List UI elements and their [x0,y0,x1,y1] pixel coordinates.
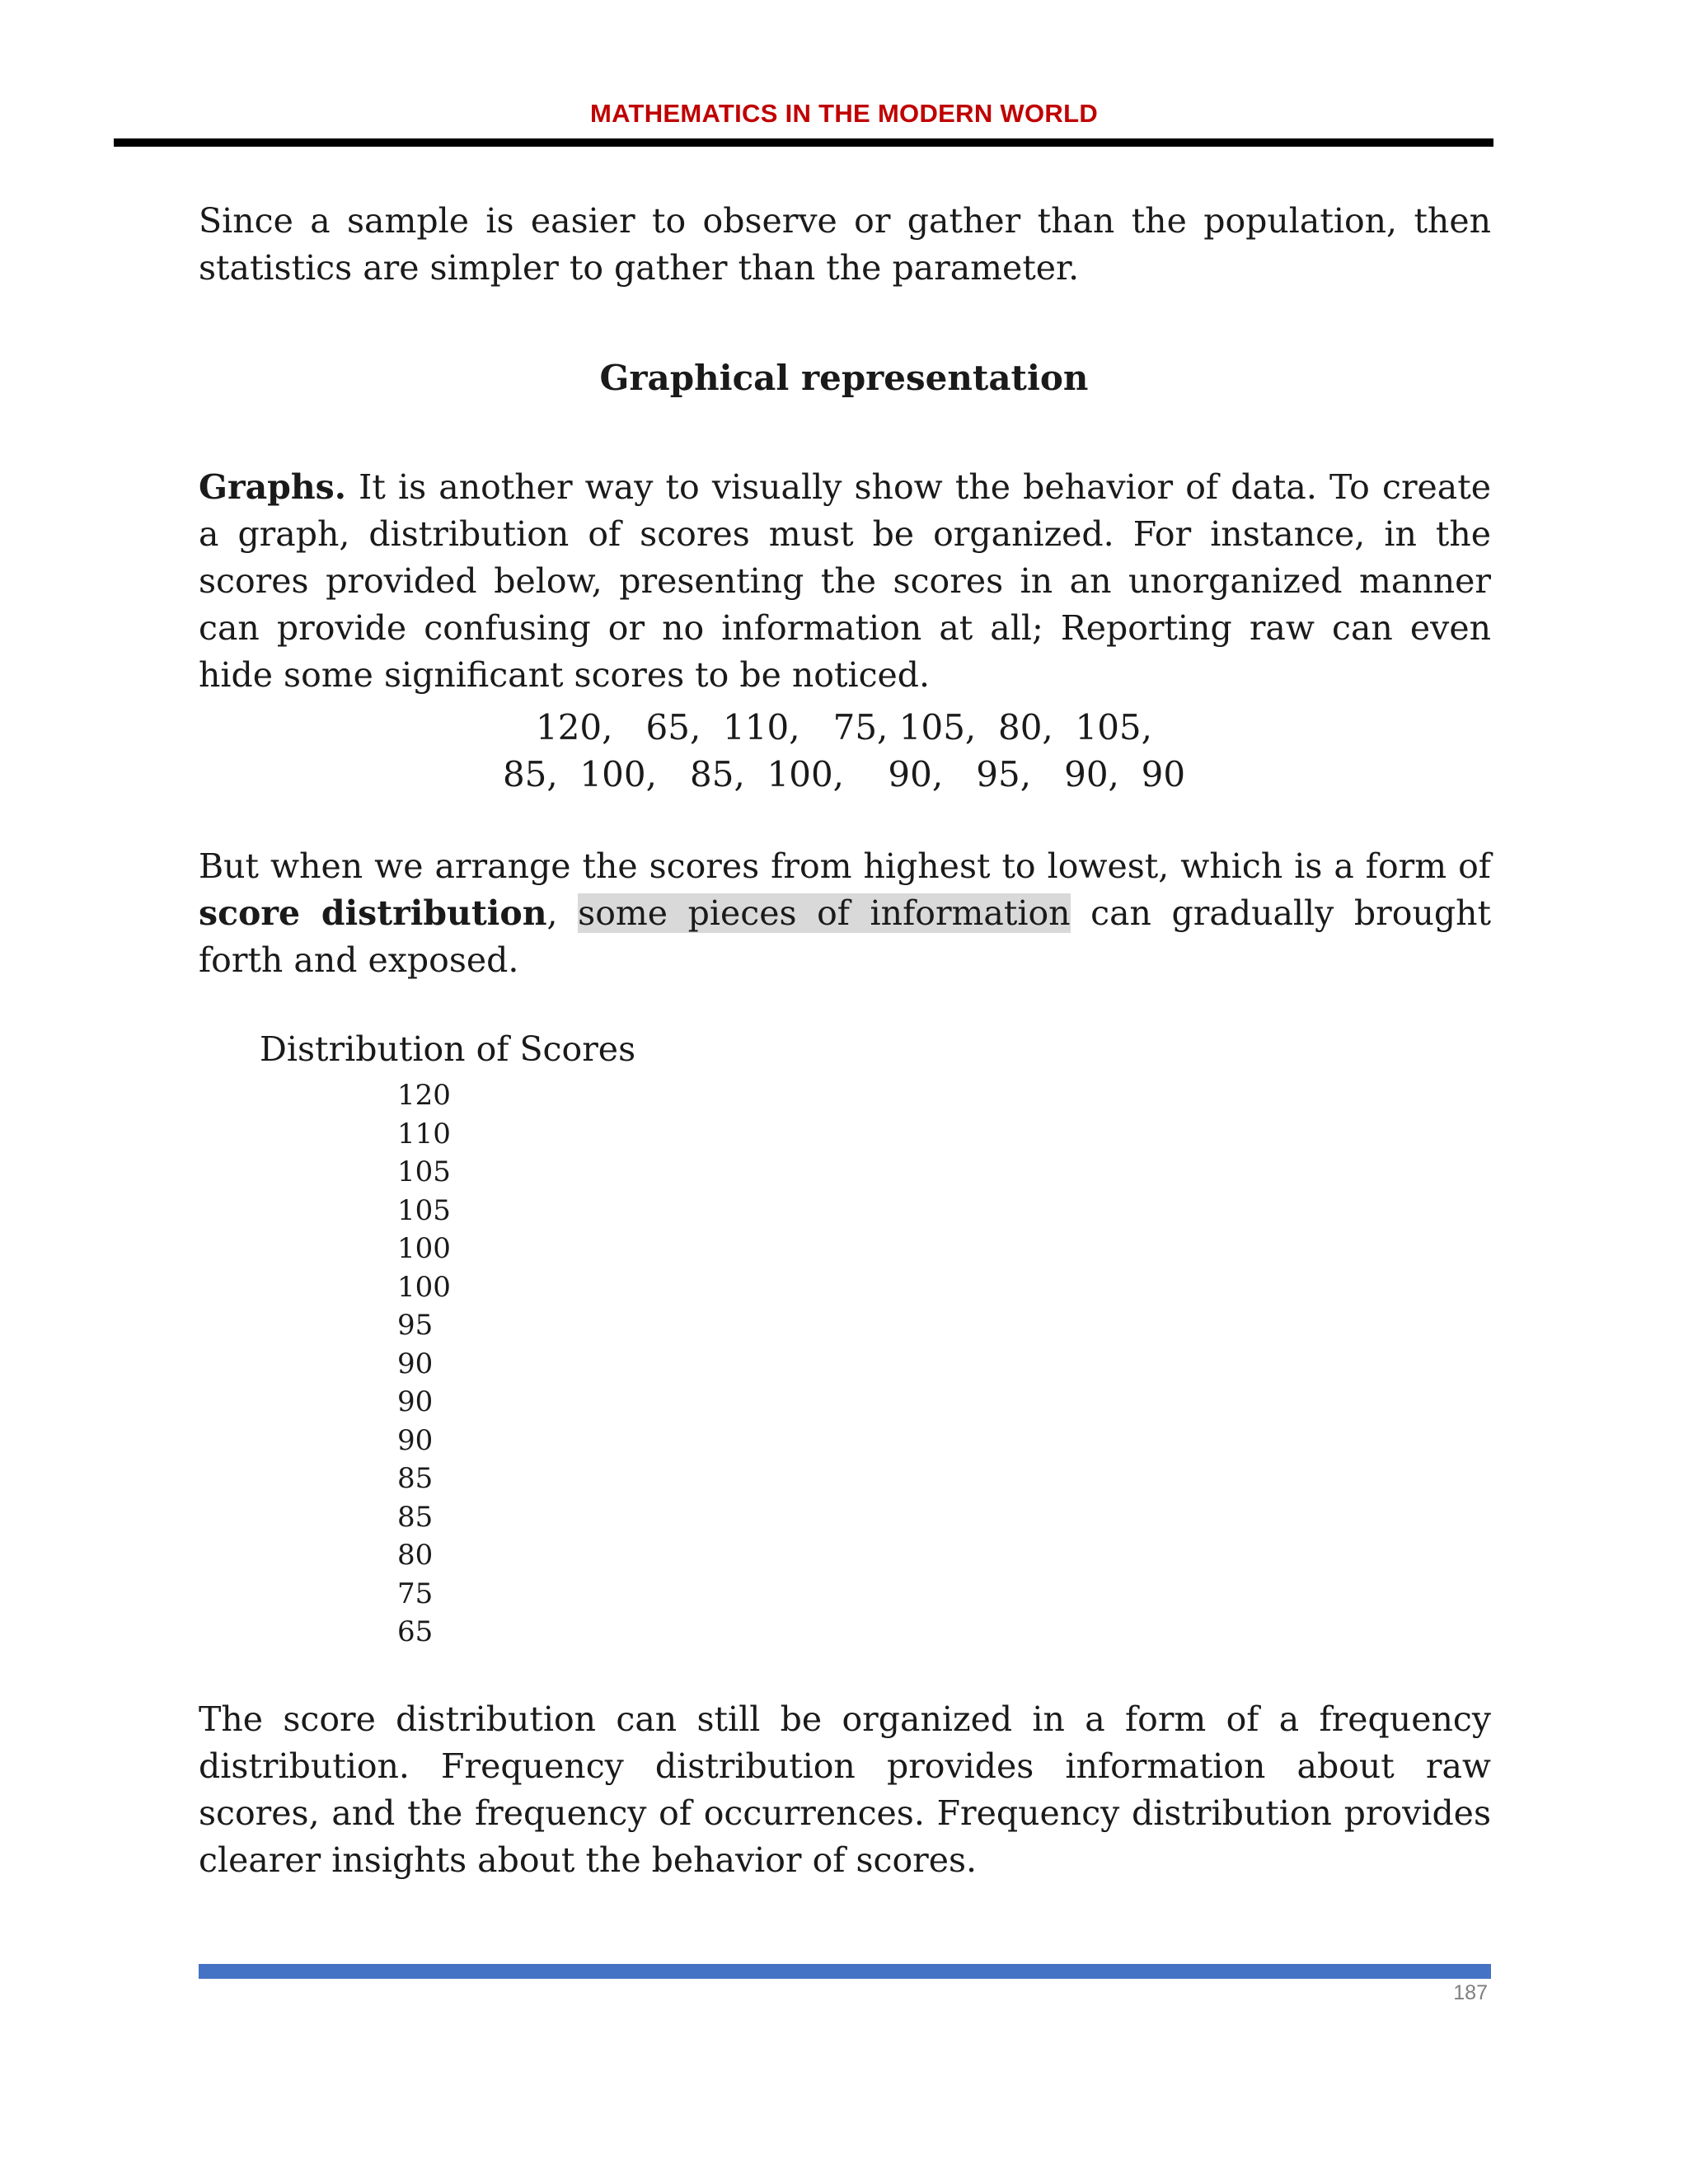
paragraph-score-distribution [199,843,1491,984]
running-header: MATHEMATICS IN THE MODERN WORLD [589,99,1099,128]
footer-rule [199,1964,1491,1979]
distribution-score: 80 [397,1539,434,1572]
distribution-score: 105 [397,1155,451,1188]
distribution-score: 110 [397,1117,451,1151]
distribution-score: 95 [397,1309,434,1342]
distribution-score: 90 [397,1347,434,1380]
distribution-score: 100 [397,1232,451,1265]
raw-scores-line-1: 120, 65, 110, 75, 105, 80, 105, [535,707,1152,748]
distribution-score: 85 [397,1462,434,1495]
distribution-score: 65 [397,1615,434,1648]
distribution-score: 75 [397,1577,434,1610]
distribution-title: Distribution of Scores [260,1029,636,1069]
score-distribution-comma: , [546,893,579,933]
score-distribution-term: score distribution [199,893,547,933]
distribution-score: 105 [397,1193,451,1227]
score-distribution-text-before: But when we arrange the scores from highest to lowest, which is a form of [199,846,1491,886]
graphs-text: It is another way to visually show the behavior of data. To create a graph, distribution of scores must be organized. For instance, in the scores provided below, presenting the scores in an unorganized manner can provide confusing or no information at all; Reporting raw can even hide some significant scores to be noticed. [199,467,1491,695]
page-number: 187 [1453,1981,1488,2004]
paragraph-sample-vs-population: Since a sample is easier to observe or gather than the population, then statistics are simpler to gather than the parameter. [199,201,1491,288]
paragraph-graphs [199,464,1491,699]
distribution-score: 90 [397,1385,434,1418]
graphs-lead-term: Graphs. [199,467,347,507]
score-distribution-text-after: can gradually brought forth and exposed. [199,893,1491,980]
raw-scores-line-2: 85, 100, 85, 100, 90, 95, 90, 90 [502,754,1186,794]
raw-scores [0,704,1688,798]
section-title: Graphical representation [599,358,1089,398]
distribution-list [397,1076,451,1652]
distribution-score: 100 [397,1270,451,1304]
paragraph-frequency-distribution: The score distribution can still be organized in a form of a frequency distribution. Frequency distribution provides information about raw scores, and the frequency of occurrences. Frequency distribution provides clearer insights about the behavior of scores. [199,1699,1491,1880]
header-rule [114,138,1493,147]
distribution-score: 90 [397,1423,434,1457]
distribution-score: 120 [397,1079,451,1112]
highlighted-text: some pieces of information [578,893,1071,933]
distribution-score: 85 [397,1500,434,1534]
